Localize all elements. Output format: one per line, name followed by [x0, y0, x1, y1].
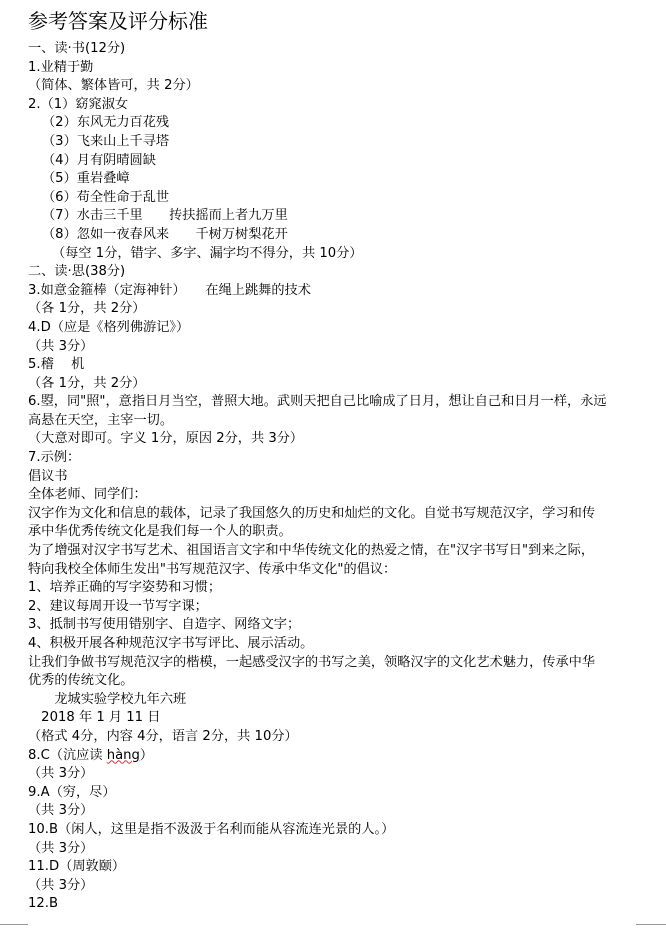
answer-line: 为了增强对汉字书写艺术、祖国语言文字和中华传统文化的热爱之情，在"汉字书写日"到来之际，: [28, 543, 595, 559]
pinyin-spellcheck-mark: hàng: [106, 747, 140, 763]
answer-line: 4、积极开展各种规范汉字书写评比、展示活动。: [28, 636, 314, 651]
page-corner-mark-left: [0, 924, 28, 925]
answer-line: 龙城实验学校九年六班: [28, 691, 187, 707]
answer-line: （4）月有阴晴圆缺: [42, 152, 156, 168]
answer-line: 3.如意金箍棒（定海神针） 在绳上跳舞的技术: [28, 282, 311, 298]
answer-line: 汉字作为文化和信息的载体，记录了我国悠久的历史和灿烂的文化。自觉书写规范汉字，学习和传: [28, 505, 596, 521]
answer-line: 6.曌，同"照"，意指日月当空，普照大地。武则天把自己比喻成了日月，想让自己和日月一样，永远: [28, 394, 607, 410]
answer-line: 特向我校全体师生发出"书写规范汉字、传承中华文化"的倡议：: [28, 561, 397, 577]
answer-line: 5.稽 机: [28, 357, 85, 373]
answer-line: 全体老师、同学们：: [28, 487, 147, 503]
answer-line: 7.示例：: [28, 450, 81, 466]
answer-line: 3、抵制书写使用错别字、自造字、网络文字；: [28, 617, 301, 633]
answer-line: 优秀的传统文化。: [28, 673, 134, 689]
answer-line: （共 3分）: [28, 877, 94, 893]
page-title: 参考答案及评分标准: [28, 9, 208, 33]
answer-line: （每空 1分，错字、多字、漏字均不得分，共 10分）: [52, 245, 363, 261]
answer-line: （共 3分）: [28, 766, 94, 782]
answer-line: 倡议书: [28, 468, 68, 484]
answer-line: 8.C（沆应读 hàng）: [28, 747, 154, 763]
answer-line: 11.D（周敦颐）: [28, 859, 126, 875]
answer-line: （格式 4分，内容 4分，语言 2分，共 10分）: [28, 728, 298, 744]
answer-line: （8）忽如一夜春风来 千树万树梨花开: [42, 226, 288, 242]
answer-line: 1.业精于勤: [28, 59, 94, 75]
answer-line: （各 1分，共 2分）: [28, 301, 146, 317]
answer-line: 2、建议每周开设一节写字课；: [28, 598, 208, 614]
answer-line: 1、培养正确的写字姿势和习惯；: [28, 580, 222, 596]
answer-line: （7）水击三千里 抟扶摇而上者九万里: [42, 208, 288, 224]
answer-line: （共 3分）: [28, 803, 94, 819]
answer-lines: [28, 40, 640, 914]
answer-line: 二、读·思(38分): [28, 264, 126, 280]
page-corner-mark-right: [636, 924, 666, 925]
answer-line: （各 1分，共 2分）: [28, 375, 146, 391]
answer-line: （共 3分）: [28, 840, 94, 856]
answer-line: 一、读·书(12分): [28, 41, 126, 56]
answer-line: 让我们争做书写规范汉字的楷模，一起感受汉字的书写之美，领略汉字的文化艺术魅力，传承中华: [28, 654, 596, 670]
answer-line: （5）重岩叠嶂: [42, 171, 130, 187]
answer-line: （大意对即可。字义 1分，原因 2分，共 3分）: [28, 431, 304, 447]
answer-line: （3）飞来山上千寻塔: [42, 133, 170, 149]
answer-line: 10.B（闲人，这里是指不汲汲于名利而能从容流连光景的人。）: [28, 821, 395, 837]
answer-line: （2）东风无力百花残: [42, 115, 170, 131]
answer-line: （共 3分）: [28, 338, 94, 354]
answer-line: 9.A（穷，尽）: [28, 784, 116, 800]
answer-line: 4.D（应是《格列佛游记》）: [28, 319, 190, 335]
answer-line: （简体、繁体皆可，共 2分）: [28, 78, 199, 94]
answer-line: （6）苟全性命于乱世: [42, 189, 170, 205]
answer-line: 2018 年 1 月 11 日: [28, 710, 161, 726]
answer-line: 承中华优秀传统文化是我们每一个人的职责。: [28, 524, 292, 540]
answer-line: 高悬在天空，主宰一切。: [28, 412, 174, 428]
answer-line: 12.B: [28, 896, 59, 912]
answer-line: 2.（1）窈窕淑女: [28, 96, 129, 112]
